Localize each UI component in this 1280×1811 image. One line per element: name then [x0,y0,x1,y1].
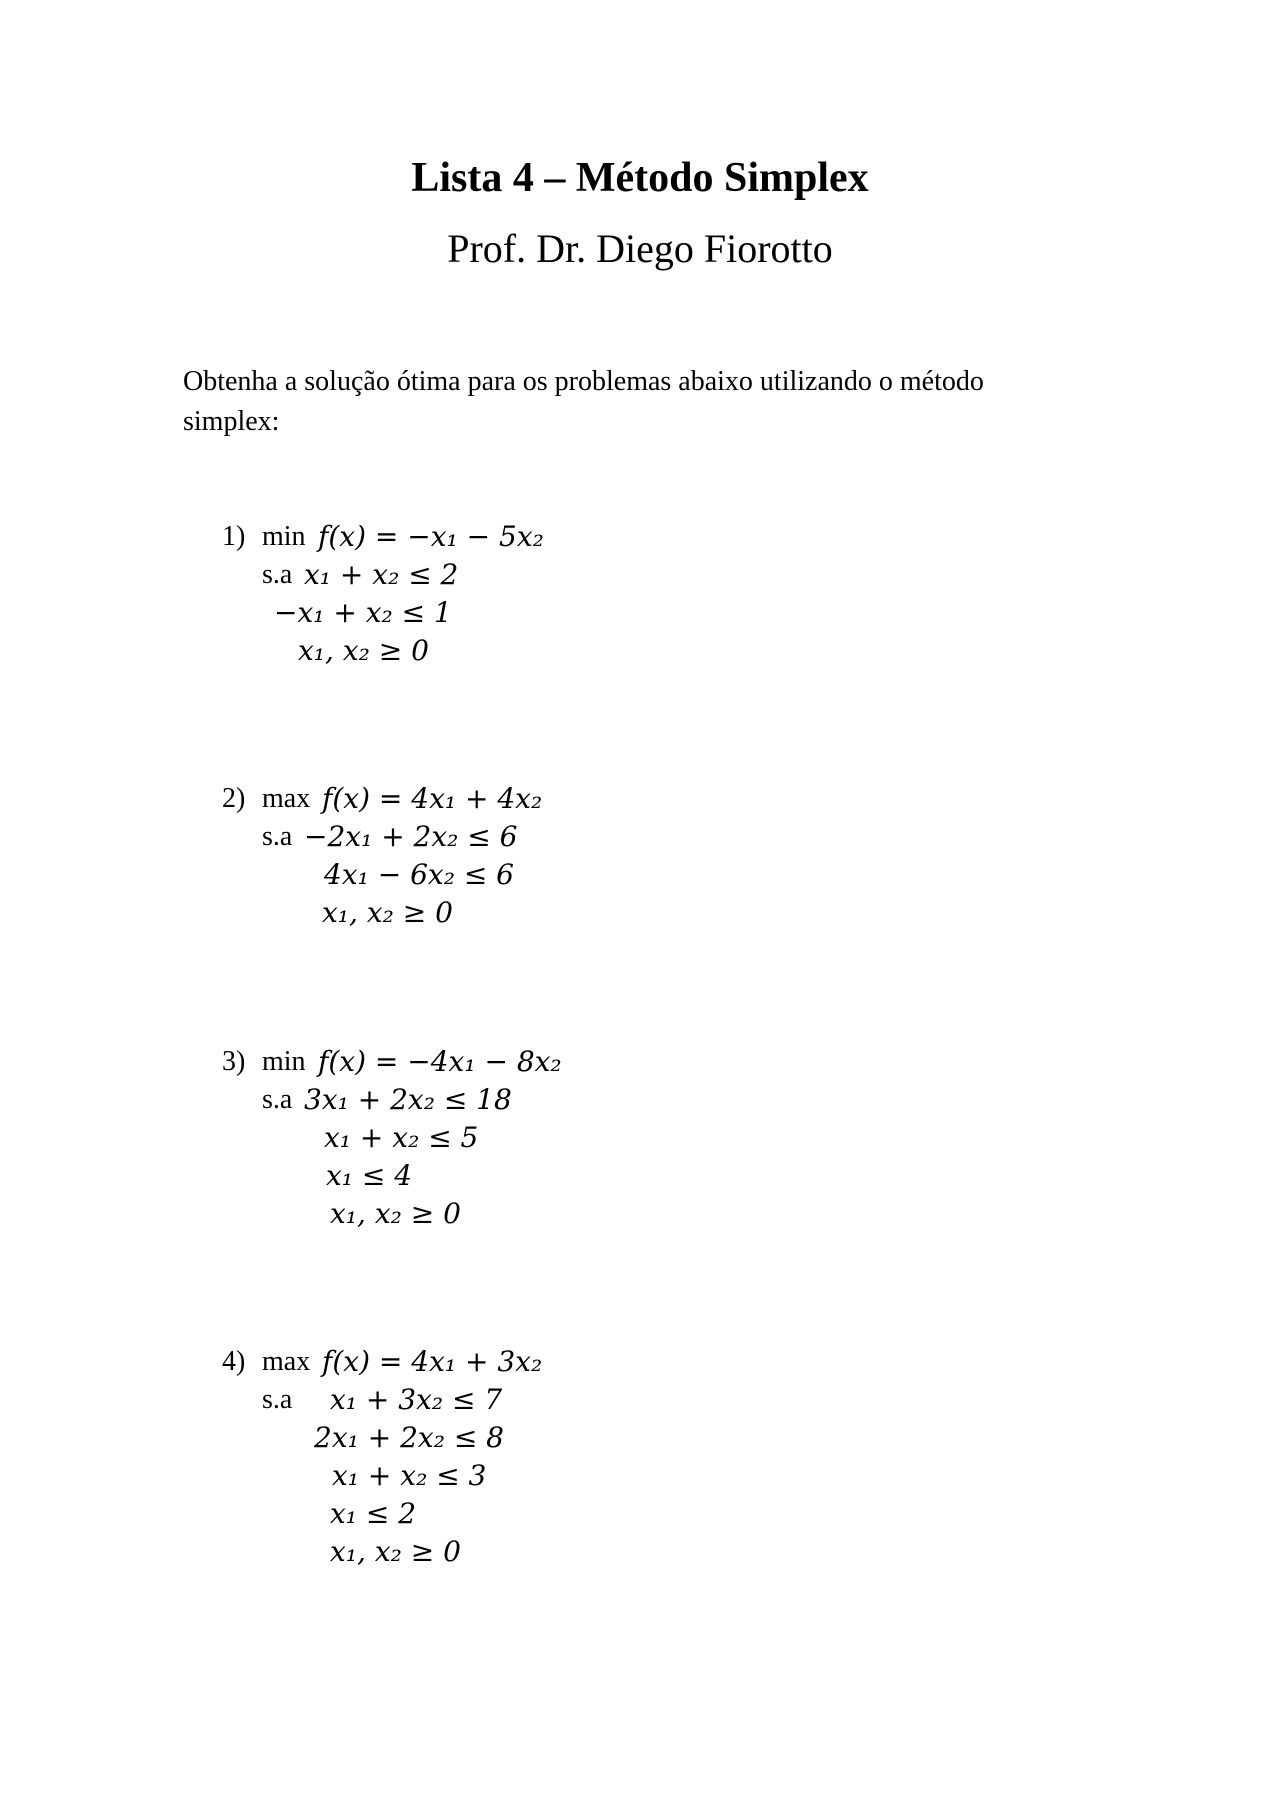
problem-line [222,894,922,932]
problem-line [222,856,922,894]
constraint: x₁ ≤ 2 [330,1497,417,1530]
problem-line [222,1195,922,1233]
constraint: 3x₁ + 2x₂ ≤ 18 [304,1083,512,1116]
subject-to-label: s.a [262,1384,293,1415]
problem-line [222,632,922,670]
problem-3 [222,1043,922,1233]
constraint: x₁ + x₂ ≤ 2 [304,558,459,591]
problem-line [222,1119,922,1157]
problem-1 [222,518,922,670]
objective-function: f(x) = 4x₁ + 4x₂ [322,782,543,815]
problem-line [222,556,922,594]
problem-number: 1) [222,521,246,552]
document-author: Prof. Dr. Diego Fiorotto [447,226,833,271]
constraint: 4x₁ − 6x₂ ≤ 6 [324,858,514,891]
problem-line [222,818,922,856]
problem-number: 2) [222,783,246,814]
problem-line [222,780,922,818]
constraint: x₁ + 3x₂ ≤ 7 [330,1383,503,1416]
problem-4 [222,1343,922,1571]
problem-line [222,1157,922,1195]
objective-sense: max [262,783,311,814]
nonnegativity-constraint: x₁, x₂ ≥ 0 [322,896,453,929]
objective-sense: max [262,1346,311,1377]
problem-line [222,1081,922,1119]
problem-line [222,1533,922,1571]
constraint: x₁ + x₂ ≤ 5 [324,1121,479,1154]
constraint: 2x₁ + 2x₂ ≤ 8 [314,1421,504,1454]
document-title: Lista 4 – Método Simplex [411,155,869,201]
objective-function: f(x) = −4x₁ − 8x₂ [318,1045,562,1078]
problem-line [222,1495,922,1533]
problem-number: 4) [222,1346,246,1377]
subject-to-label: s.a [262,559,293,590]
constraint: x₁ ≤ 4 [326,1159,413,1192]
objective-sense: min [262,1046,306,1077]
problem-number: 3) [222,1046,246,1077]
objective-function: f(x) = 4x₁ + 3x₂ [322,1345,543,1378]
objective-function: f(x) = −x₁ − 5x₂ [318,520,544,553]
problem-line [222,1457,922,1495]
constraint: −x₁ + x₂ ≤ 1 [274,596,452,629]
constraint: x₁ + x₂ ≤ 3 [332,1459,487,1492]
constraint: −2x₁ + 2x₂ ≤ 6 [304,820,518,853]
objective-sense: min [262,521,306,552]
problem-line [222,1381,922,1419]
problem-line [222,594,922,632]
nonnegativity-constraint: x₁, x₂ ≥ 0 [330,1197,461,1230]
instructions-text: Obtenha a solução ótima para os problemas abaixo utilizando o método simplex: [183,366,984,437]
problem-line [222,518,922,556]
problem-line [222,1343,922,1381]
subject-to-label: s.a [262,1084,293,1115]
subject-to-label: s.a [262,821,293,852]
nonnegativity-constraint: x₁, x₂ ≥ 0 [298,634,429,667]
problem-line [222,1043,922,1081]
nonnegativity-constraint: x₁, x₂ ≥ 0 [330,1535,461,1568]
problem-line [222,1419,922,1457]
problem-2 [222,780,922,932]
